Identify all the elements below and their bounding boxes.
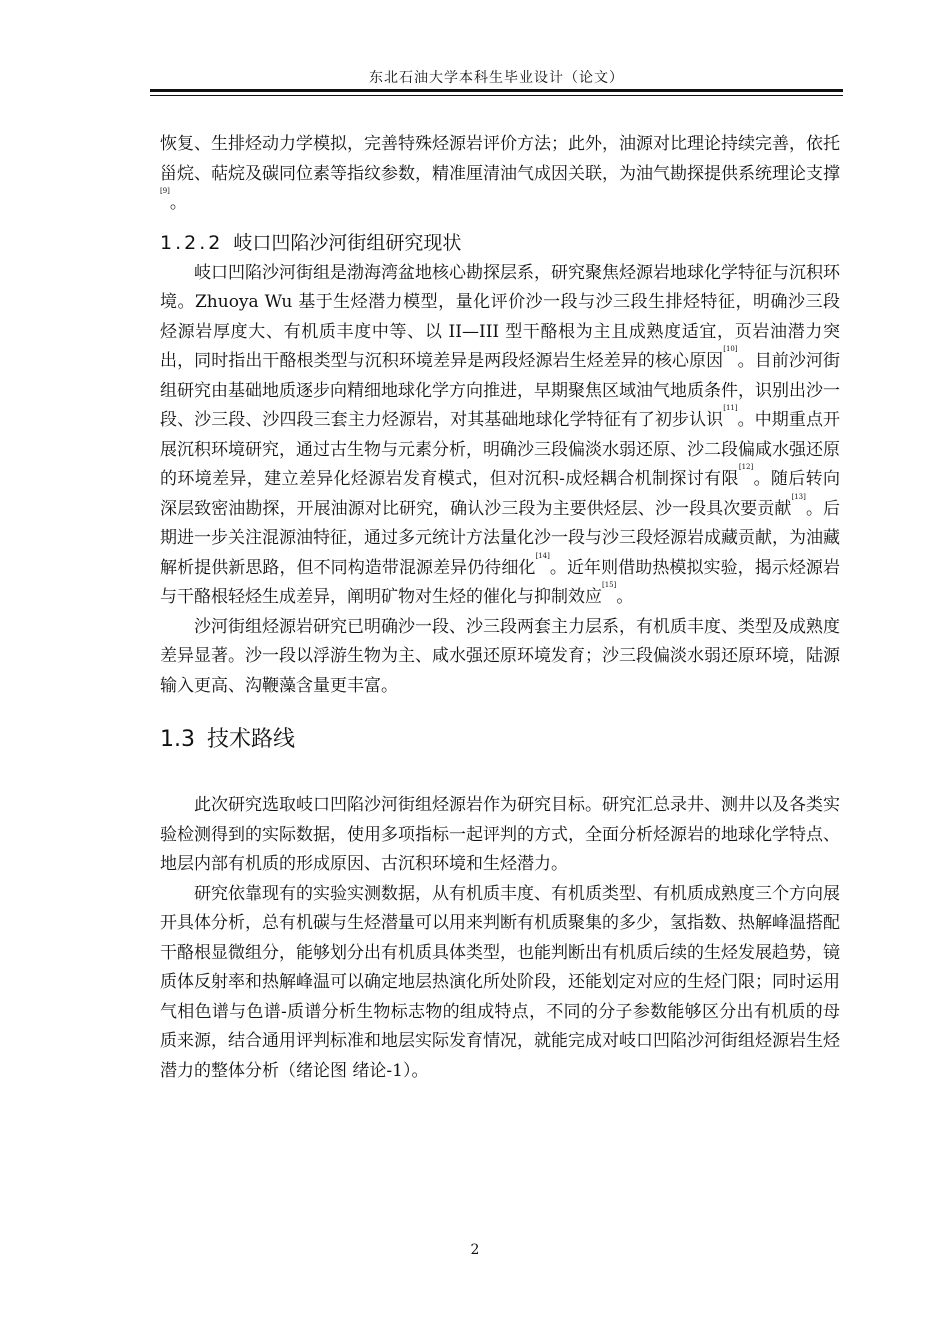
- citation-10: [10]: [723, 345, 738, 353]
- citation-15: [15]: [602, 581, 617, 589]
- page-number: 2: [470, 1242, 480, 1258]
- section-heading-1-3: [160, 723, 840, 757]
- section-number: 1.3: [160, 727, 195, 752]
- section-heading-1-2-2: [160, 228, 840, 258]
- citation-9: [9]: [160, 187, 170, 195]
- citation-14: [14]: [535, 551, 550, 560]
- section-title: 岐口凹陷沙河街组研究现状: [233, 231, 462, 254]
- header-rule-thin: [150, 95, 843, 96]
- section-title: 技术路线: [207, 727, 296, 752]
- text-segment: 岐口凹陷沙河街组是渤海湾盆地核心勘探层系，研究聚焦烃源岩地球化学特征与沉积环境。Zhuoya Wu 基于生烃潜力模型，量化评价沙一段与沙三段生排烃特征，明确沙三段烃源岩厚度大、有机质丰度中等、以 II—III 型干酪根为主且成熟度适宜，页岩油潜力突出，同时指出干酪根类型与沉积环境差异是两段烃源岩生烃差异的核心原因: [160, 262, 840, 371]
- text-segment: 。后期进一步关注混源油特征，通过多元统计方法量化沙一段与沙三段烃源岩成藏贡献，为油藏解析提供新思路，但不同构造带混源差异仍待细化: [160, 498, 841, 578]
- page-body: [160, 130, 840, 1086]
- paragraph-text: 恢复、生排烃动力学模拟，完善特殊烃源岩评价方法；此外，油源对比理论持续完善，依托甾烷、萜烷及碳同位素等指纹参数，精准厘清油气成因关联，为油气勘探提供系统理论支撑: [160, 134, 840, 184]
- text-segment: 。中期重点开展沉积环境研究，通过古生物与元素分析，明确沙三段偏淡水弱还原、沙二段偏咸水强还原的环境差异，建立差异化烃源岩发育模式，但对沉积-成烃耦合机制探讨有限: [160, 410, 841, 489]
- section-number: 1.2.2: [160, 231, 224, 254]
- text-segment: 。随后转向深层致密油勘探，开展油源对比研究，确认沙三段为主要供烃层、沙一段具次要贡献: [160, 469, 840, 519]
- citation-11: [11]: [723, 404, 738, 412]
- paragraph-summary: 沙河街组烃源岩研究已明确沙一段、沙三段两套主力层系，有机质丰度、类型及成熟度差异显著。沙一段以浮游生物为主、咸水强还原环境发育；沙三段偏淡水弱还原环境，陆源输入更高、沟鞭藻含量更丰富。: [160, 616, 840, 696]
- paragraph-technical-route: 研究依靠现有的实验实测数据，从有机质丰度、有机质类型、有机质成熟度三个方向展开具体分析，总有机碳与生烃潜量可以用来判断有机质聚集的多少，氢指数、热解峰温搭配干酪根显微组分，能够划分出有机质具体类型，也能判断出有机质后续的生烃发展趋势，镜质体反射率和热解峰温可以确定地层热演化所处阶段，还能划定对应的生烃门限；同时运用气相色谱与色谱-质谱分析生物标志物的组成特点，不同的分子参数能够区分出有机质的母质来源，结合通用评判标准和地层实际发育情况，就能完成对岐口凹陷沙河街组烃源岩生烃潜力的整体分析（绪论图 绪论-1）。: [160, 883, 840, 1081]
- header-title: 东北石油大学本科生毕业设计（论文）: [369, 70, 624, 86]
- paragraph-research-status: [160, 259, 840, 613]
- citation-12: [12]: [738, 463, 754, 471]
- text-segment: 。近年则借助热模拟实验，揭示烃源岩与干酪根轻烃生成差异，阐明矿物对生烃的催化与抑制效应: [160, 557, 841, 607]
- paragraph-continuation: [160, 130, 840, 219]
- text-segment: 。: [616, 587, 634, 607]
- citation-13: [13]: [791, 492, 806, 501]
- text-segment: 。目前沙河街组研究由基础地质逐步向精细地球化学方向推进，早期聚焦区域油气地质条件，识别出沙一段、沙三段、沙四段三套主力烃源岩，对其基础地球化学特征有了初步认识: [160, 351, 841, 430]
- paragraph-tail: 。: [169, 193, 187, 213]
- header-rule-thick: [150, 89, 843, 92]
- paragraph-research-target: 此次研究选取岐口凹陷沙河街组烃源岩作为研究目标。研究汇总录井、测井以及各类实验检测得到的实际数据，使用多项指标一起评判的方式，全面分析烃源岩的地球化学特点、地层内部有机质的形成原因、古沉积环境和生烃潜力。: [160, 795, 840, 874]
